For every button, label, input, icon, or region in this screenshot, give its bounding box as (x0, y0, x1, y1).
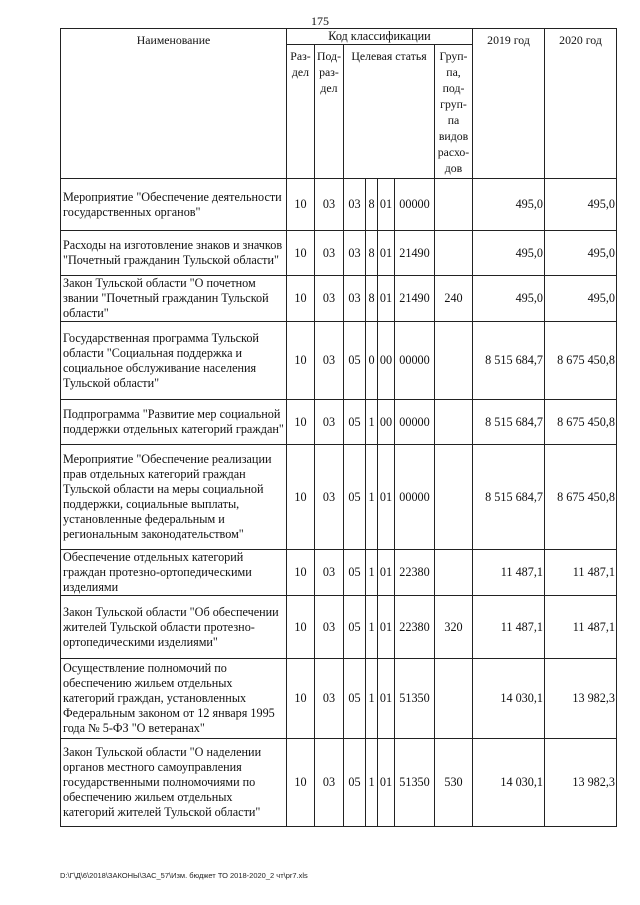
row-target-subprogram: 1 (366, 596, 378, 659)
table-row (61, 596, 617, 659)
row-name: Мероприятие "Обеспечение реализации прав отдельных категорий граждан Тульской области на меры социальной поддержки, социальные выплаты, установленные федеральным и региональным законодательством" (61, 445, 287, 550)
header-year-2020: 2020 год (545, 29, 617, 179)
row-expense-group (435, 179, 473, 231)
row-amount-2019: 14 030,1 (473, 739, 545, 827)
row-target-direction: 21490 (395, 231, 435, 276)
row-target-subprogram: 1 (366, 400, 378, 445)
row-section: 10 (287, 400, 315, 445)
row-target-program: 03 (344, 231, 366, 276)
row-target-event: 01 (378, 659, 395, 739)
row-target-program: 05 (344, 400, 366, 445)
row-amount-2020: 495,0 (545, 231, 617, 276)
table-row (61, 400, 617, 445)
row-amount-2019: 495,0 (473, 231, 545, 276)
row-subsection: 03 (315, 322, 344, 400)
row-expense-group: 240 (435, 276, 473, 322)
row-expense-group (435, 322, 473, 400)
row-target-event: 00 (378, 322, 395, 400)
file-path-footer: D:\Г\Д\6\2018\ЗАКОНЫ\ЗАС_57\Изм. бюджет ТО 2018-2020_2 чт\pr7.xls (60, 871, 308, 880)
row-name: Государственная программа Тульской области "Социальная поддержка и социальное обслуживание населения Тульской области" (61, 322, 287, 400)
row-target-program: 05 (344, 659, 366, 739)
row-amount-2019: 495,0 (473, 179, 545, 231)
row-target-direction: 00000 (395, 322, 435, 400)
header-expense-group: Груп-па, под-груп-па видов расхо-дов (435, 45, 473, 179)
header-section: Раз-дел (287, 45, 315, 179)
row-expense-group (435, 445, 473, 550)
row-amount-2019: 14 030,1 (473, 659, 545, 739)
row-amount-2020: 495,0 (545, 179, 617, 231)
row-target-event: 00 (378, 400, 395, 445)
row-target-direction: 00000 (395, 400, 435, 445)
row-target-program: 05 (344, 445, 366, 550)
row-name: Расходы на изготовление знаков и значков "Почетный гражданин Тульской области" (61, 231, 287, 276)
table-body (61, 179, 617, 827)
table-row (61, 231, 617, 276)
row-target-direction: 00000 (395, 179, 435, 231)
budget-table (60, 28, 617, 827)
row-target-direction: 00000 (395, 445, 435, 550)
row-target-program: 03 (344, 276, 366, 322)
row-name: Закон Тульской области "О наделении органов местного самоуправления государственными полномочиями по обеспечению жильем отдельных категорий жителей Тульской области" (61, 739, 287, 827)
row-section: 10 (287, 659, 315, 739)
table-row (61, 659, 617, 739)
row-amount-2019: 8 515 684,7 (473, 400, 545, 445)
row-amount-2020: 13 982,3 (545, 659, 617, 739)
row-target-event: 01 (378, 739, 395, 827)
row-target-event: 01 (378, 179, 395, 231)
row-expense-group (435, 400, 473, 445)
row-name: Осуществление полномочий по обеспечению жильем отдельных категорий граждан, установленных Федеральным законом от 12 января 1995 года № 5-ФЗ "О ветеранах" (61, 659, 287, 739)
row-section: 10 (287, 231, 315, 276)
row-target-program: 05 (344, 739, 366, 827)
row-subsection: 03 (315, 445, 344, 550)
row-target-subprogram: 1 (366, 550, 378, 596)
row-target-event: 01 (378, 231, 395, 276)
row-amount-2019: 8 515 684,7 (473, 322, 545, 400)
row-target-direction: 51350 (395, 739, 435, 827)
row-amount-2019: 495,0 (473, 276, 545, 322)
row-target-subprogram: 1 (366, 739, 378, 827)
row-target-direction: 22380 (395, 596, 435, 659)
row-target-event: 01 (378, 445, 395, 550)
row-expense-group: 320 (435, 596, 473, 659)
row-target-program: 05 (344, 322, 366, 400)
row-target-subprogram: 0 (366, 322, 378, 400)
row-amount-2020: 11 487,1 (545, 550, 617, 596)
row-target-event: 01 (378, 596, 395, 659)
table-row (61, 550, 617, 596)
row-target-direction: 22380 (395, 550, 435, 596)
row-amount-2020: 13 982,3 (545, 739, 617, 827)
row-subsection: 03 (315, 231, 344, 276)
row-subsection: 03 (315, 739, 344, 827)
row-section: 10 (287, 445, 315, 550)
row-target-subprogram: 1 (366, 659, 378, 739)
row-name: Подпрограмма "Развитие мер социальной поддержки отдельных категорий граждан" (61, 400, 287, 445)
row-name: Закон Тульской области "Об обеспечении жителей Тульской области протезно-ортопедическими изделиями" (61, 596, 287, 659)
header-target-article: Целевая статья (344, 45, 435, 179)
row-subsection: 03 (315, 596, 344, 659)
page-number: 175 (311, 14, 329, 28)
table-row (61, 739, 617, 827)
row-name: Обеспечение отдельных категорий граждан протезно-ортопедическими изделиями (61, 550, 287, 596)
table-row (61, 179, 617, 231)
row-name: Мероприятие "Обеспечение деятельности государственных органов" (61, 179, 287, 231)
row-amount-2020: 8 675 450,8 (545, 400, 617, 445)
row-amount-2020: 495,0 (545, 276, 617, 322)
row-name: Закон Тульской области "О почетном звании "Почетный гражданин Тульской области" (61, 276, 287, 322)
row-section: 10 (287, 596, 315, 659)
row-amount-2020: 11 487,1 (545, 596, 617, 659)
table-row (61, 276, 617, 322)
row-section: 10 (287, 550, 315, 596)
row-expense-group (435, 550, 473, 596)
row-subsection: 03 (315, 179, 344, 231)
row-section: 10 (287, 322, 315, 400)
table-row (61, 445, 617, 550)
row-target-subprogram: 8 (366, 276, 378, 322)
row-section: 10 (287, 739, 315, 827)
row-section: 10 (287, 276, 315, 322)
row-expense-group: 530 (435, 739, 473, 827)
header-year-2019: 2019 год (473, 29, 545, 179)
row-target-event: 01 (378, 276, 395, 322)
row-subsection: 03 (315, 659, 344, 739)
row-expense-group (435, 659, 473, 739)
table-row (61, 322, 617, 400)
row-target-subprogram: 8 (366, 179, 378, 231)
header-subsection: Под-раз-дел (315, 45, 344, 179)
row-subsection: 03 (315, 400, 344, 445)
row-target-direction: 21490 (395, 276, 435, 322)
row-target-subprogram: 8 (366, 231, 378, 276)
header-name: Наименование (61, 29, 287, 179)
row-expense-group (435, 231, 473, 276)
row-target-program: 05 (344, 550, 366, 596)
row-target-event: 01 (378, 550, 395, 596)
row-section: 10 (287, 179, 315, 231)
row-amount-2019: 11 487,1 (473, 596, 545, 659)
header-classification: Код классификации (287, 29, 473, 45)
row-amount-2020: 8 675 450,8 (545, 445, 617, 550)
row-amount-2019: 11 487,1 (473, 550, 545, 596)
row-amount-2019: 8 515 684,7 (473, 445, 545, 550)
row-subsection: 03 (315, 550, 344, 596)
row-target-program: 05 (344, 596, 366, 659)
row-target-program: 03 (344, 179, 366, 231)
row-amount-2020: 8 675 450,8 (545, 322, 617, 400)
row-subsection: 03 (315, 276, 344, 322)
row-target-subprogram: 1 (366, 445, 378, 550)
row-target-direction: 51350 (395, 659, 435, 739)
